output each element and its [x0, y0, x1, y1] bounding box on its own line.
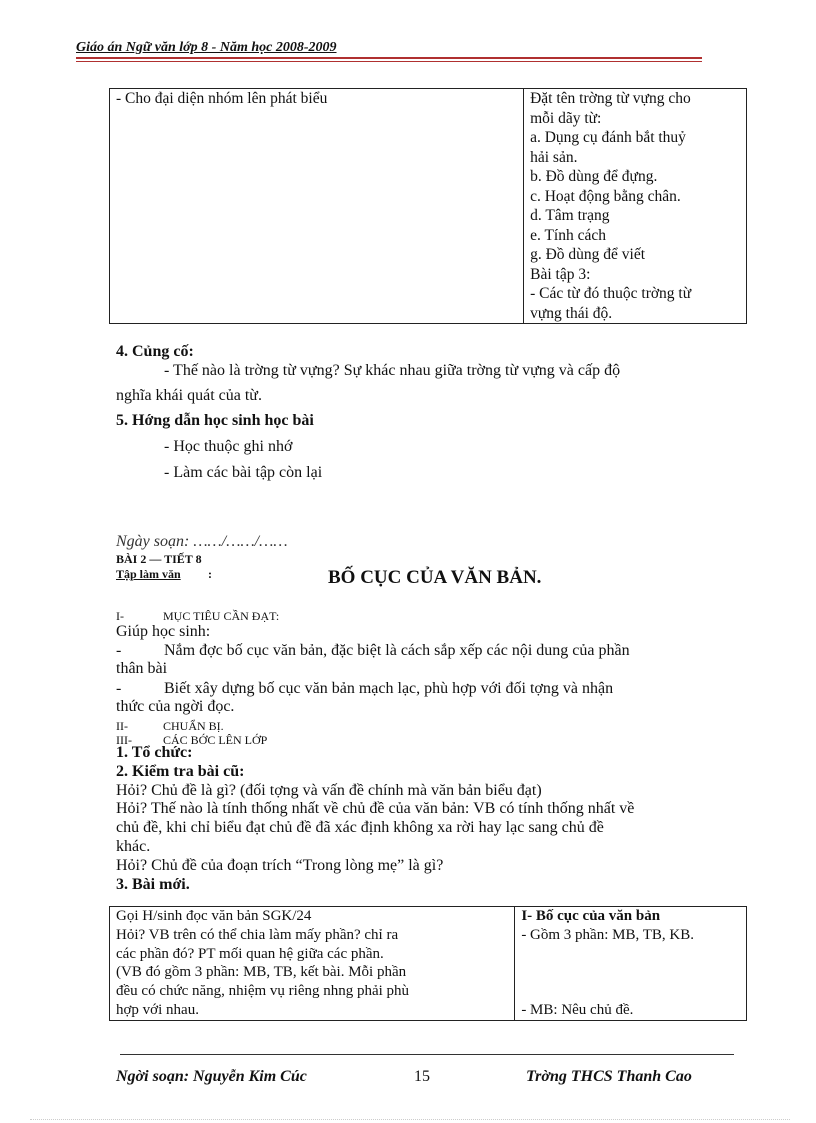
cell-line [521, 963, 740, 982]
lesson-title: BỐ CỤC CỦA VĂN BẢN. [328, 567, 542, 588]
structure-heading: I- Bố cục của văn bản [521, 908, 661, 924]
section-4-line: - Thế nào là trờng từ vựng? Sự khác nhau giữa trờng từ vựng và cấp độ [164, 362, 621, 379]
cell-line: a. Dụng cụ đánh bắt thuỷ [530, 129, 686, 146]
cell-line: - MB: Nêu chủ đề. [521, 1001, 634, 1018]
subject-colon: : [208, 567, 212, 581]
section-5-item: - Học thuộc ghi nhớ [164, 438, 293, 455]
cell-line: e. Tính cách [530, 226, 606, 244]
teacher-activity-cell [110, 89, 524, 324]
cell-line: g. Đồ dùng để viết [530, 246, 646, 263]
footer-school: Trờng THCS Thanh Cao [526, 1068, 692, 1085]
section-5-heading: 5. Hớng dẫn học sinh học bài [116, 412, 314, 429]
question-line: Hỏi? Chủ đề là gì? (đối tợng và vấn đề chính mà văn bản biểu đạt) [116, 782, 542, 799]
new-lesson-heading: 3. Bài mới. [116, 876, 190, 893]
cell-line: - Các từ đó thuộc trờng từ [530, 285, 692, 302]
objectives-intro: Giúp học sinh: [116, 623, 211, 640]
cell-line: b. Đồ dùng để đựng. [530, 168, 658, 185]
cell-line: c. Hoạt động bằng chân. [530, 187, 681, 205]
teacher-activity-cell [110, 907, 515, 1021]
cell-line: vựng thái độ. [530, 304, 613, 322]
cell-line [521, 982, 740, 1001]
cell-line: Đặt tên trờng từ vựng cho [530, 90, 691, 107]
section-number: I- [116, 609, 124, 623]
page-edge [30, 1119, 790, 1120]
student-activity-cell [524, 89, 747, 324]
cell-line: Hỏi? VB trên có thể chia làm mấy phần? chỉ ra [116, 926, 399, 943]
cell-line: đều có chức năng, nhiệm vụ riêng nhng phải phù [116, 983, 410, 1000]
cell-line: d. Tâm trạng [530, 207, 610, 224]
question-line: Hỏi? Thế nào là tính thống nhất về chủ đề của văn bản: VB có tính thống nhất về [116, 800, 635, 817]
bullet-dash: - [116, 680, 122, 697]
cell-line: hợp với nhau. [116, 1001, 199, 1018]
subject-label: Tập làm văn [116, 567, 181, 581]
section-4-line: nghĩa khái quát của từ. [116, 387, 262, 404]
footer-author: Ngời soạn: Nguyễn Kim Cúc [116, 1068, 307, 1085]
section-number: III- [116, 733, 132, 747]
cell-line: Bài tập 3: [530, 265, 591, 283]
preparation-heading: CHUẨN BỊ. [163, 719, 224, 733]
review-heading: 2. Kiểm tra bài cũ: [116, 763, 245, 780]
footer-rule [120, 1054, 734, 1055]
page-number: 15 [414, 1068, 430, 1085]
question-line: khác. [116, 838, 151, 855]
cell-line: hải sản. [530, 148, 578, 166]
cell-line: mỗi dãy từ: [530, 109, 602, 127]
cell-line [521, 945, 740, 964]
question-line: Hỏi? Chủ đề của đoạn trích “Trong lòng mẹ” là gì? [116, 857, 444, 874]
objectives-heading: MỤC TIÊU CẦN ĐẠT: [163, 609, 280, 623]
organization-heading: 1. Tổ chức: [116, 744, 193, 761]
section-number: II- [116, 719, 128, 733]
objective-line: thức của ngời đọc. [116, 698, 235, 715]
objective-line: thân bài [116, 660, 168, 677]
preparation-date: Ngày soạn: ……/……/…… [116, 533, 288, 550]
objective-line: Nắm đợc bố cục văn bản, đặc biệt là cách sắp xếp các nội dung của phần [164, 642, 630, 659]
section-4-heading: 4. Củng cố: [116, 343, 194, 360]
content-cell [515, 907, 747, 1021]
activity-table-2 [109, 906, 747, 1021]
bullet-dash: - [116, 642, 122, 659]
cell-line: Gọi H/sinh đọc văn bản SGK/24 [116, 908, 312, 924]
section-5-item: - Làm các bài tập còn lại [164, 464, 323, 481]
objective-line: Biết xây dựng bố cục văn bản mạch lạc, phù hợp với đối tợng và nhận [164, 680, 614, 697]
activity-table-1 [109, 88, 747, 324]
teacher-activity-text: - Cho đại diện nhóm lên phát biểu [116, 90, 328, 107]
lesson-number: BÀI 2 — TIẾT 8 [116, 552, 202, 566]
cell-line: các phần đó? PT mối quan hệ giữa các phần. [116, 945, 384, 962]
cell-line: - Gồm 3 phần: MB, TB, KB. [521, 926, 694, 943]
header-rule [76, 57, 702, 59]
document-header: Giáo án Ngữ văn lớp 8 - Năm học 2008-2009 [76, 40, 337, 55]
procedure-heading: CÁC BỚC LÊN LỚP [163, 733, 268, 747]
header-rule-thin [76, 61, 702, 62]
cell-line: (VB đó gồm 3 phần: MB, TB, kết bài. Mỗi phần [116, 964, 407, 981]
question-line: chủ đề, khi chỉ biểu đạt chủ đề đã xác định không xa rời hay lạc sang chủ đề [116, 819, 604, 836]
